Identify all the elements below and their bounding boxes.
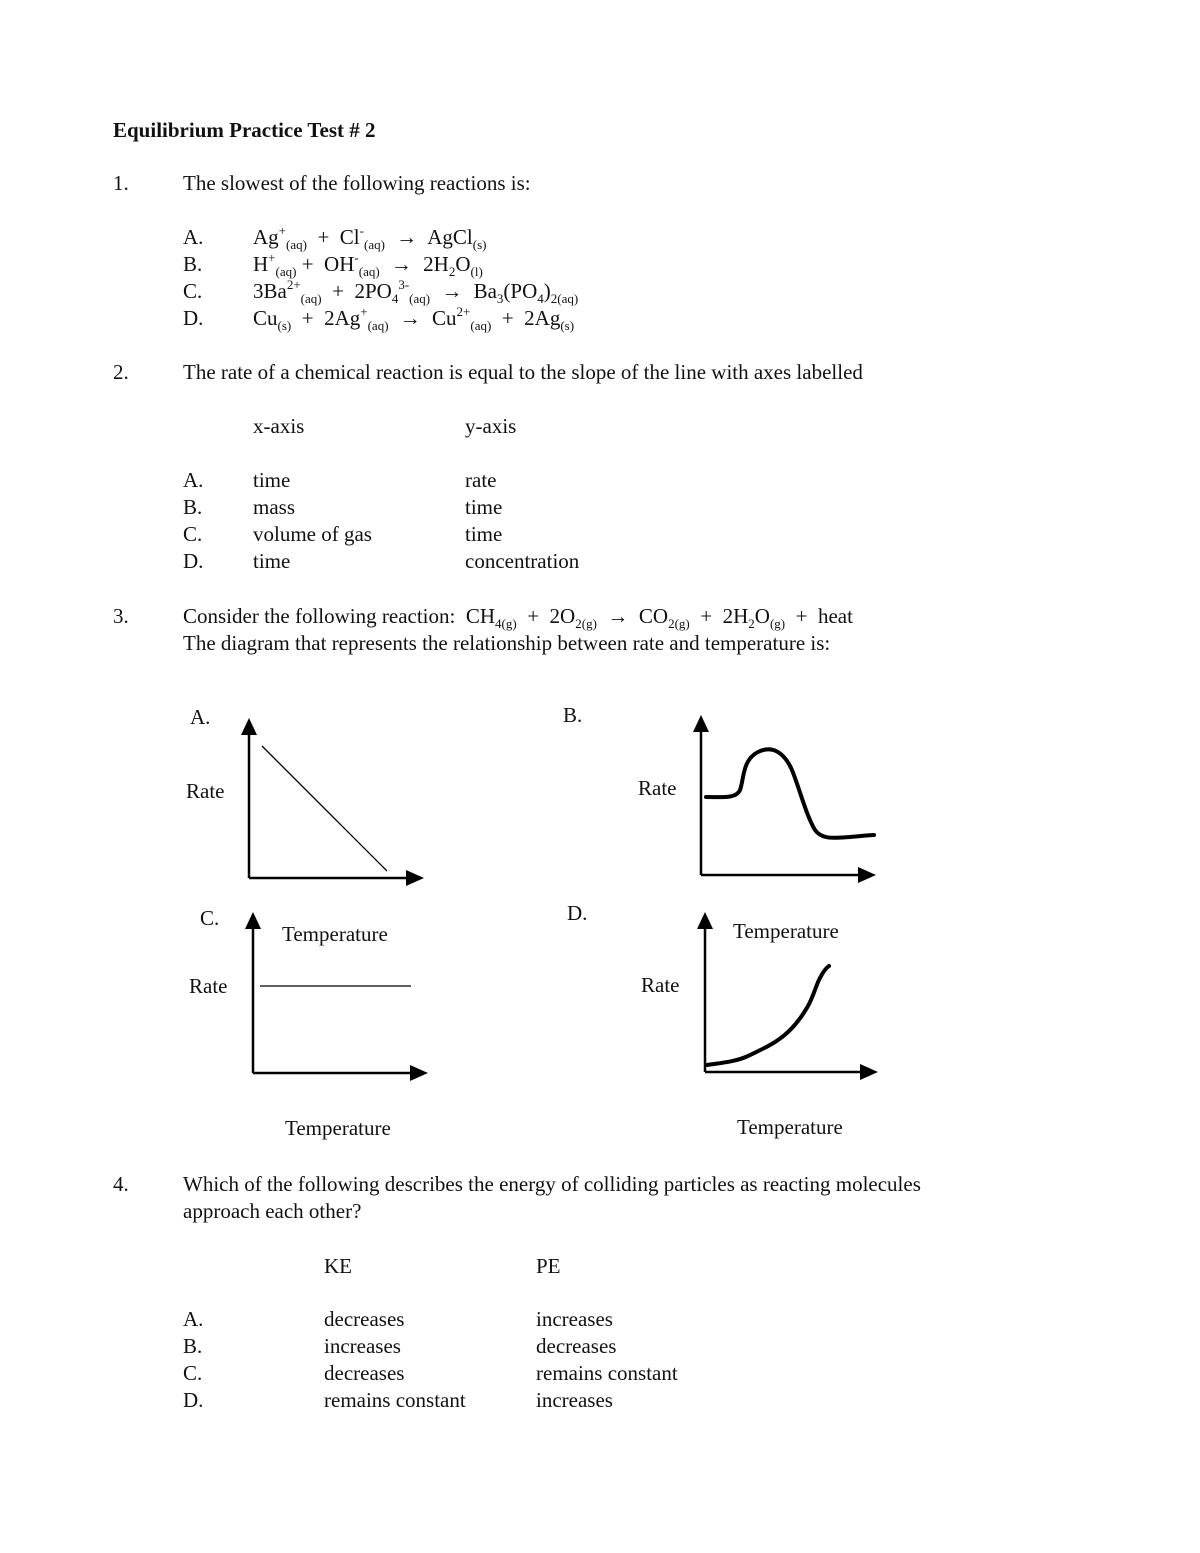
question-2-number: 2.	[113, 360, 129, 384]
q4-option-a-ke: decreases	[324, 1307, 405, 1331]
q4-option-b-pe: decreases	[536, 1334, 617, 1358]
graph-c-xlabel: Temperature	[285, 1116, 391, 1140]
question-4-stem-line2: approach each other?	[183, 1199, 362, 1223]
question-3-stem-line2: The diagram that represents the relationship between rate and temperature is:	[183, 631, 831, 655]
q4-option-d-letter: D.	[183, 1388, 204, 1412]
graph-a-letter: A.	[190, 705, 211, 729]
q4-option-c-pe: remains constant	[536, 1361, 678, 1385]
q2-header-y: y-axis	[465, 414, 517, 438]
q2-header-x: x-axis	[253, 414, 305, 438]
question-4-stem-line1: Which of the following describes the energy of colliding particles as reacting molecules	[183, 1172, 921, 1196]
q2-option-d-y: concentration	[465, 549, 580, 573]
q4-option-b-ke: increases	[324, 1334, 401, 1358]
question-1-stem: The slowest of the following reactions is:	[183, 171, 531, 195]
q4-option-c-letter: C.	[183, 1361, 203, 1385]
graph-d-xlabel: Temperature	[737, 1115, 843, 1139]
q1-option-d-equation: $Cu_{(s)} + 2Ag^+_{(aq)} \to Cu^{2+}_{(aq)} + 2Ag_{(s)}$	[253, 304, 575, 333]
graph-b-ylabel: Rate	[638, 776, 677, 800]
graph-a-xlabel: Temperature	[282, 922, 388, 946]
q2-option-b-y: time	[465, 495, 503, 519]
question-1-number: 1.	[113, 171, 129, 195]
page-title: Equilibrium Practice Test # 2	[113, 118, 376, 142]
q4-option-a-letter: A.	[183, 1307, 204, 1331]
graph-d-axes	[697, 912, 878, 1080]
q2-option-c-letter: C.	[183, 522, 203, 546]
q2-option-a-letter: A.	[183, 468, 204, 492]
q4-header-ke: KE	[324, 1254, 352, 1278]
q2-option-a-y: rate	[465, 468, 497, 492]
question-2-stem: The rate of a chemical reaction is equal to the slope of the line with axes labelled	[183, 360, 863, 384]
q1-option-c-equation: $3Ba^{2+}_{(aq)} + 2PO_4^{3-}_{(aq)} \to Ba_3(PO_4)_{2(aq)}$	[253, 277, 579, 306]
question-4-number: 4.	[113, 1172, 129, 1196]
q1-option-c-letter: C.	[183, 279, 203, 303]
q4-option-d-pe: increases	[536, 1388, 613, 1412]
q2-option-d-letter: D.	[183, 549, 204, 573]
q1-option-b-letter: B.	[183, 252, 203, 276]
q1-option-b-equation: $H^+_{(aq)} + OH^-_{(aq)} \to 2H_2O_{(l)}$	[253, 250, 483, 279]
q2-option-a-x: time	[253, 468, 291, 492]
q1-option-a-equation: $Ag^+_{(aq)} + Cl^-_{(aq)}$ → AgCl$_{(s)}$	[253, 223, 487, 252]
q1-option-d-letter: D.	[183, 306, 204, 330]
q4-option-d-ke: remains constant	[324, 1388, 466, 1412]
graph-d-curve	[707, 966, 829, 1065]
q2-option-c-x: volume of gas	[253, 522, 372, 546]
q3-reaction-equation: $CH_{4(g)} + 2O_{2(g)} \to CO_{2(g)} + 2H_2O_{(g)}$ + heat	[465, 604, 853, 631]
q2-option-b-letter: B.	[183, 495, 203, 519]
graph-c-ylabel: Rate	[189, 974, 228, 998]
q2-option-c-y: time	[465, 522, 503, 546]
q4-option-a-pe: increases	[536, 1307, 613, 1331]
graph-d-ylabel: Rate	[641, 973, 680, 997]
q2-option-b-x: mass	[253, 495, 295, 519]
q1-option-a-letter: A.	[183, 225, 204, 249]
graph-b-xlabel: Temperature	[733, 919, 839, 943]
graph-c-letter: C.	[200, 906, 220, 930]
graph-a-ylabel: Rate	[186, 779, 225, 803]
q4-option-c-ke: decreases	[324, 1361, 405, 1385]
q3-stem-prefix: Consider the following reaction:	[183, 604, 456, 628]
q4-option-b-letter: B.	[183, 1334, 203, 1358]
q2-option-d-x: time	[253, 549, 291, 573]
question-3-number: 3.	[113, 604, 129, 628]
graph-b-letter: B.	[563, 703, 583, 727]
graph-d-letter: D.	[567, 901, 588, 925]
q4-header-pe: PE	[536, 1254, 561, 1278]
